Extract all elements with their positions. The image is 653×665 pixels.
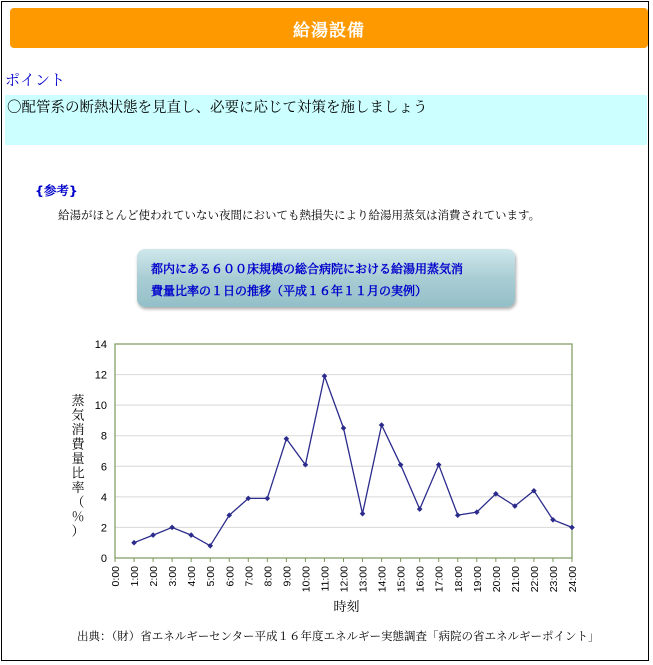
- data-point: [417, 506, 423, 512]
- x-tick-label: 15:00: [395, 566, 408, 593]
- data-point: [150, 532, 156, 538]
- source-credit: 出典：（財）省エネルギーセンター平成１６年度エネルギー実態調査「病院の省エネルギーポイント」: [77, 629, 600, 643]
- y-axis-label-char: ）: [71, 524, 85, 540]
- chart-title-line2: 費量比率の１日の推移（平成１６年１１月の実例）: [151, 284, 428, 298]
- x-tick-label: 6:00: [224, 566, 237, 587]
- reference-text: 給湯がほとんど使われていない夜間においても熱損失により給湯用蒸気は消費されています。: [58, 208, 541, 222]
- x-tick-label: 23:00: [547, 566, 560, 593]
- y-axis-label-char: 気: [71, 408, 85, 424]
- x-tick-label: 13:00: [357, 566, 370, 593]
- reference-label: {参考}: [35, 183, 78, 198]
- x-tick-label: 11:00: [319, 566, 332, 592]
- data-point: [455, 512, 461, 518]
- plot-area: [115, 344, 572, 558]
- data-point: [379, 422, 385, 428]
- y-tick-label: 4: [100, 491, 107, 504]
- y-tick-label: 0: [100, 553, 107, 565]
- x-tick-label: 16:00: [414, 566, 427, 593]
- x-axis-label: 時刻: [333, 600, 360, 615]
- x-tick-label: 21:00: [509, 566, 522, 593]
- x-tick-label: 24:00: [567, 566, 579, 593]
- y-tick-label: 2: [100, 522, 107, 535]
- x-tick-label: 17:00: [433, 566, 446, 593]
- y-axis-label-char: ％: [71, 510, 85, 525]
- x-tick-label: 22:00: [528, 566, 541, 593]
- x-tick-label: 19:00: [471, 566, 484, 593]
- chart-title-line1: 都内にある６００床規模の総合病院における給湯用蒸気消: [151, 262, 464, 276]
- y-axis-label-char: 消: [71, 423, 85, 438]
- x-tick-label: 8:00: [262, 566, 275, 587]
- y-axis-label-char: 率: [71, 481, 85, 496]
- point-text: 〇配管系の断熱状態を見直し、必要に応じて対策を施しましょう: [7, 100, 428, 116]
- y-tick-label: 6: [100, 461, 107, 474]
- y-axis-label-char: （: [71, 495, 85, 511]
- x-tick-label: 10:00: [300, 566, 313, 593]
- x-tick-label: 5:00: [205, 566, 218, 587]
- y-tick-label: 12: [94, 369, 107, 382]
- y-tick-label: 8: [100, 430, 107, 443]
- data-point: [341, 425, 347, 431]
- x-tick-label: 0:00: [110, 566, 122, 587]
- x-tick-label: 18:00: [452, 566, 465, 593]
- x-tick-label: 9:00: [281, 566, 294, 587]
- x-tick-label: 4:00: [186, 566, 199, 587]
- x-tick-label: 1:00: [129, 566, 142, 587]
- y-tick-label: 14: [94, 339, 107, 351]
- data-point: [569, 525, 575, 531]
- y-axis-label-char: 費: [71, 437, 85, 453]
- x-tick-label: 3:00: [167, 566, 180, 587]
- data-point: [169, 525, 175, 531]
- x-tick-label: 14:00: [376, 566, 389, 593]
- x-tick-label: 2:00: [148, 566, 161, 587]
- y-axis-label: [71, 393, 85, 540]
- data-point: [360, 511, 366, 517]
- y-tick-label: 10: [94, 400, 107, 413]
- data-point: [131, 540, 137, 546]
- y-axis-label-char: 蒸: [71, 394, 85, 409]
- data-point: [188, 532, 194, 538]
- series-line: [134, 376, 572, 546]
- x-tick-label: 20:00: [490, 566, 503, 593]
- y-axis-label-char: 比: [71, 466, 85, 482]
- point-label: ポイント: [5, 71, 66, 89]
- page-title: 給湯設備: [10, 8, 648, 48]
- x-tick-label: 12:00: [338, 566, 351, 593]
- x-tick-label: 7:00: [243, 566, 256, 587]
- y-axis-label-char: 量: [71, 452, 85, 467]
